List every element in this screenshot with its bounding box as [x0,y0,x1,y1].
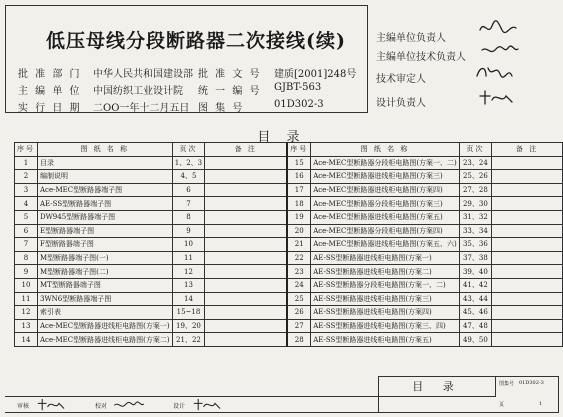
cell-name: M型断路器端子图(二) [38,265,173,279]
resp-editor-chief: 主编单位负责人 [376,33,446,44]
cell-seq: 22 [287,251,311,265]
cell-seq: 19 [287,210,311,224]
cell-page: 19、20 [172,319,205,333]
cell-seq: 18 [287,197,311,211]
cell-note [205,224,287,238]
table-row [15,319,563,333]
col-note: 备 注 [491,143,562,157]
table-row [15,170,563,184]
cell-page: 35、36 [459,238,491,252]
atlas-no-label: 图 集 号 [198,103,245,114]
cell-name: AE-SS型断路器端子图 [38,197,173,211]
title-block-title: 目 录 [379,377,496,397]
cell-page: 45、46 [459,306,491,320]
cell-name: AE-SS型断路器进线柜电路图(方案五) [311,333,460,347]
cell-seq: 12 [15,306,38,320]
cell-page: 41、42 [459,278,491,292]
cell-page: 47、48 [459,319,491,333]
cell-page: 13 [172,278,205,292]
cell-note [205,197,287,211]
cell-page: 4、5 [172,170,205,184]
table-row [15,278,563,292]
cell-note [205,292,287,306]
check-label: 校对 [95,403,108,410]
cell-name: M型断路器端子图(一) [38,251,173,265]
table-row [15,306,563,320]
cell-page: 15~18 [172,306,205,320]
cell-note [205,183,287,197]
cell-note [205,306,287,320]
cell-name: Ace-MEC型断路器进线柜电路图(方案一) [38,319,173,333]
signature-1 [478,18,518,38]
cell-note [205,333,287,347]
cell-note [205,265,287,279]
approve-doc-value: 建质[2001]248号 [274,69,357,80]
cell-name: Ace-MEC型断路器进线柜电路图(方案五) [311,210,460,224]
cell-page: 49、50 [459,333,491,347]
col-seq: 序号 [287,143,311,157]
cell-page: 6 [172,183,205,197]
table-row [15,224,563,238]
signature-3 [474,62,514,82]
cell-note [205,170,287,184]
cell-seq: 14 [15,333,38,347]
cell-seq: 26 [287,306,311,320]
cell-page: 29、30 [459,197,491,211]
cell-seq: 1 [15,156,38,170]
cell-page: 43、44 [459,292,491,306]
cell-note [491,170,562,184]
approve-dept-label: 批 准 部 门 [18,69,82,80]
cell-seq: 7 [15,238,38,252]
cell-note [491,156,562,170]
title-block [378,376,559,413]
cell-seq: 15 [287,156,311,170]
cell-page: 37、38 [459,251,491,265]
col-page: 页次 [459,143,491,157]
cell-page: 39、40 [459,265,491,279]
cell-name: Ace-MEC型断路器分段柜电路图(方案四) [311,224,460,238]
cell-seq: 28 [287,333,311,347]
table-row [15,251,563,265]
cell-name: AE-SS型断路器进线柜电路图(方案三、四) [311,319,460,333]
cell-name: Ace-MEC型断路器分段柜电路图(方案三) [311,197,460,211]
approve-doc-label: 批 准 文 号 [198,69,262,80]
cell-name: Ace-MEC型断路器端子图 [38,183,173,197]
col-note: 备 注 [205,143,287,157]
cell-name: Ace-MEC型断路器进线柜电路图(方案四) [311,183,460,197]
cell-note [491,278,562,292]
cell-note [491,183,562,197]
cell-name: DW945型断路器端子图 [38,210,173,224]
section-title: 目 录 [257,130,306,145]
cell-note [491,333,562,347]
cell-name: F型断路器端子图 [38,238,173,252]
toc-header-row [15,143,563,157]
approve-dept-value: 中华人民共和国建设部 [93,69,193,80]
atlas-label: 图集号 [499,381,515,387]
review-signature [35,397,67,413]
impl-date-label: 实 行 日 期 [18,103,82,114]
cell-name: MT型断路器端子图 [38,278,173,292]
editor-label: 主 编 单 位 [18,86,82,97]
cell-seq: 13 [15,319,38,333]
cell-page: 9 [172,224,205,238]
unified-no-value: GJBT-563 [274,82,322,93]
atlas-value: 01D302-3 [519,380,544,386]
cell-page: 21、22 [172,333,205,347]
cell-note [205,278,287,292]
atlas-no-value: 01D302-3 [274,99,324,110]
cell-page: 33、34 [459,224,491,238]
cell-note [491,224,562,238]
cell-note [491,251,562,265]
cell-note [491,306,562,320]
cell-seq: 24 [287,278,311,292]
table-row [15,265,563,279]
cell-seq: 27 [287,319,311,333]
cell-name: AE-SS型断路器进线柜电路图(方案二) [311,265,460,279]
cell-note [491,238,562,252]
cell-note [491,265,562,279]
cell-name: AE-SS型断路器分段柜电路图(方案一、二) [311,278,460,292]
cell-seq: 16 [287,170,311,184]
cell-page: 14 [172,292,205,306]
col-seq: 序号 [15,143,38,157]
cell-note [205,156,287,170]
resp-tech-review: 技术审定人 [376,74,426,85]
cell-name: 编制说明 [38,170,173,184]
cell-seq: 11 [15,292,38,306]
col-name: 图 纸 名 称 [311,143,460,157]
unified-no-label: 统 一 编 号 [198,86,262,97]
cell-seq: 5 [15,210,38,224]
design-label: 设计 [173,403,186,410]
cell-name: E型断路器端子图 [38,224,173,238]
table-row [15,333,563,347]
cell-seq: 10 [15,278,38,292]
cell-note [491,197,562,211]
table-row [15,292,563,306]
cell-note [491,210,562,224]
cell-name: AE-SS型断路器进线柜电路图(方案三) [311,292,460,306]
cell-name: 目录 [38,156,173,170]
impl-date-value: 二OO一年十二月五日 [93,103,190,114]
cell-page: 8 [172,210,205,224]
table-row [15,183,563,197]
cell-name: Ace-MEC型断路器进线柜电路图(方案五、六) [311,238,460,252]
signature-2 [480,40,520,60]
cell-note [205,251,287,265]
signature-strip [5,396,378,413]
page-value: 1 [539,401,543,407]
cell-seq: 23 [287,265,311,279]
header-box [5,5,368,113]
cell-note [491,319,562,333]
col-page: 页次 [172,143,205,157]
cell-page: 1、2、3 [172,156,205,170]
cell-seq: 9 [15,265,38,279]
cell-note [205,319,287,333]
cell-note [205,210,287,224]
design-signature [191,397,223,413]
table-row [15,238,563,252]
cell-page: 23、24 [459,156,491,170]
cell-page: 11 [172,251,205,265]
editor-value: 中国纺织工业设计院 [93,86,183,97]
cell-seq: 21 [287,238,311,252]
cell-seq: 4 [15,197,38,211]
cell-seq: 17 [287,183,311,197]
cell-seq: 8 [15,251,38,265]
cell-seq: 20 [287,224,311,238]
cell-page: 7 [172,197,205,211]
cell-seq: 3 [15,183,38,197]
cell-page: 25、26 [459,170,491,184]
cell-seq: 2 [15,170,38,184]
cell-note [491,292,562,306]
document-title: 低压母线分段断路器二次接线(续) [46,30,346,52]
review-label: 审核 [17,403,30,410]
table-row [15,156,563,170]
cell-name: Ace-MEC型断路器分段柜电路图(方案一、二) [311,156,460,170]
cell-name: 索引表 [38,306,173,320]
cell-seq: 25 [287,292,311,306]
cell-name: Ace-MEC型断路器进线柜电路图(方案三) [311,170,460,184]
cell-page: 31、32 [459,210,491,224]
col-name: 图 纸 名 称 [38,143,173,157]
cell-page: 27、28 [459,183,491,197]
table-row [15,197,563,211]
check-signature [113,397,145,413]
resp-design: 设计负责人 [376,98,426,109]
signature-4 [476,88,516,108]
cell-name: 3WN6型断路器端子图 [38,292,173,306]
cell-seq: 6 [15,224,38,238]
table-row [15,210,563,224]
cell-note [205,238,287,252]
resp-editor-tech: 主编单位技术负责人 [376,52,466,63]
cell-page: 10 [172,238,205,252]
cell-name: Ace-MEC型断路器进线柜电路图(方案二) [38,333,173,347]
cell-name: AE-SS型断路器进线柜电路图(方案一) [311,251,460,265]
cell-page: 12 [172,265,205,279]
page-label: 页 [499,402,505,408]
toc-table [14,142,563,347]
cell-name: AE-SS型断路器进线柜电路图(方案四) [311,306,460,320]
